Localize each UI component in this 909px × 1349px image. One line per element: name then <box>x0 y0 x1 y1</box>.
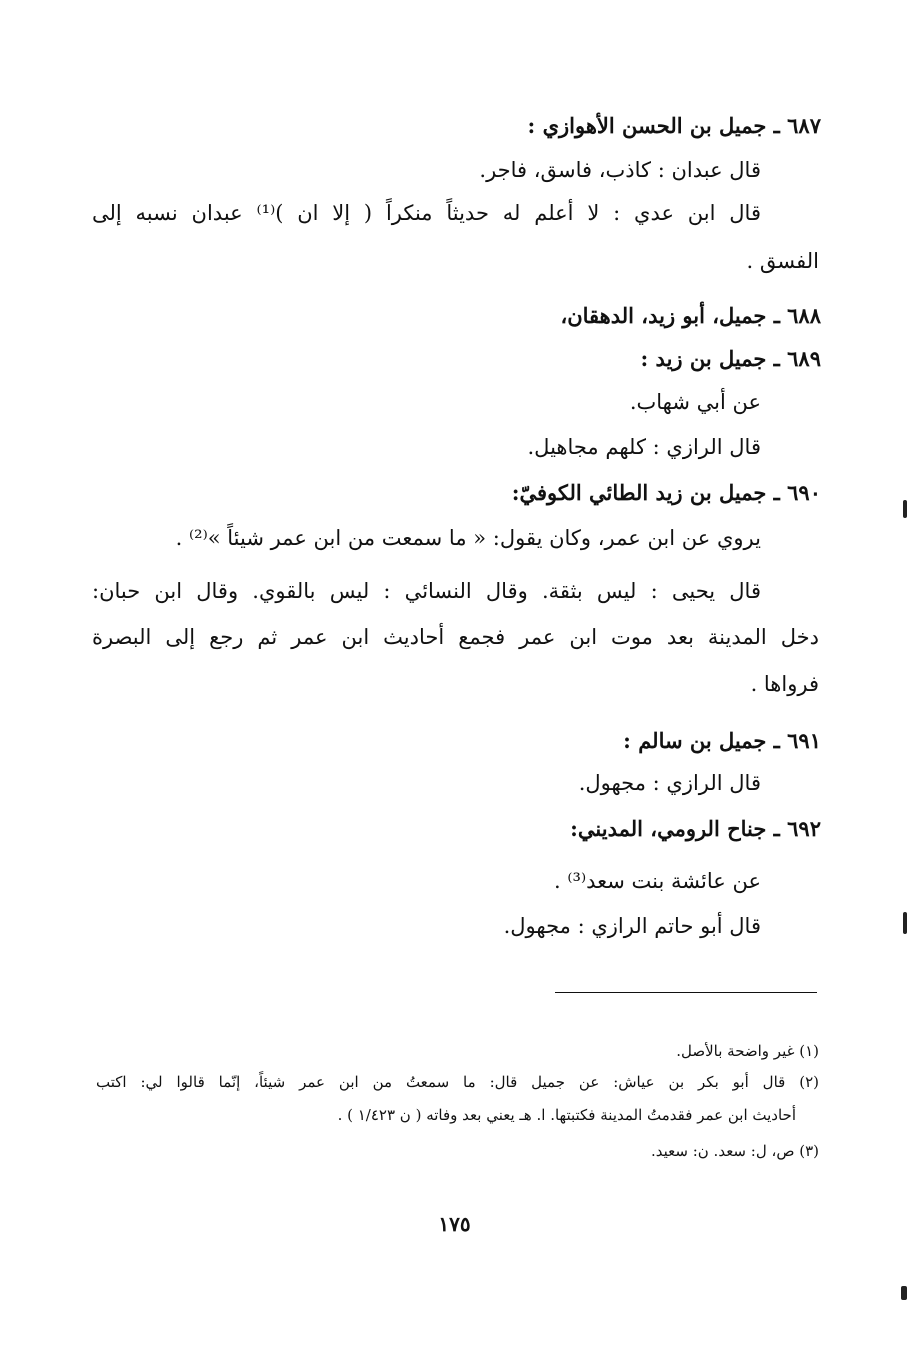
footnote-3: (٣) ص، ل: سعد. ن: سعيد. <box>650 1142 819 1160</box>
entry-heading-688: ٦٨٨ ـ جميل، أبو زيد، الدهقان، <box>560 303 821 328</box>
entry-690-line-3: دخل المدينة بعد موت ابن عمر فجمع أحاديث ابن عمر ثم رجع إلى البصرة <box>92 625 819 649</box>
entry-heading-689: ٦٨٩ ـ جميل بن زيد : <box>640 346 821 371</box>
entry-heading-692: ٦٩٢ ـ جناح الرومي، المديني: <box>570 816 821 841</box>
entry-690-line-2: قال يحيى : ليس بثقة. وقال النسائي : ليس بالقوي. وقال ابن حبان: <box>92 579 761 603</box>
footnote-separator <box>555 992 817 993</box>
entry-687-line-3: الفسق . <box>746 249 819 273</box>
footnote-2-line-1: (٢) قال أبو بكر بن عياش: عن جميل قال: ما سمعتُ من ابن عمر شيئاً، إنّما قالوا لي: اكتب <box>96 1073 819 1091</box>
entry-691-line-1: قال الرازي : مجهول. <box>578 771 761 795</box>
scan-mark-top <box>903 500 907 518</box>
scan-mark-middle <box>903 912 907 934</box>
entry-heading-691: ٦٩١ ـ جميل بن سالم : <box>623 728 821 753</box>
entry-692-line-2: قال أبو حاتم الرازي : مجهول. <box>503 914 761 938</box>
entry-690-line-1: يروي عن ابن عمر، وكان يقول: « ما سمعت من ابن عمر شيئاً »⁽²⁾ . <box>175 526 761 550</box>
entry-heading-687: ٦٨٧ ـ جميل بن الحسن الأهوازي : <box>527 113 821 138</box>
scan-mark-bottom <box>901 1286 907 1300</box>
entry-689-line-2: قال الرازي : كلهم مجاهيل. <box>527 435 761 459</box>
footnote-1: (١) غير واضحة بالأصل. <box>676 1042 819 1060</box>
page-number: ١٧٥ <box>438 1212 471 1236</box>
entry-690-line-4: فرواها . <box>750 672 819 696</box>
entry-687-line-1: قال عبدان : كاذب، فاسق، فاجر. <box>479 158 761 182</box>
entry-689-line-1: عن أبي شهاب. <box>629 390 761 414</box>
entry-692-line-1: عن عائشة بنت سعد⁽³⁾ . <box>554 869 761 893</box>
footnote-2-line-2: أحاديث ابن عمر فقدمتُ المدينة فكتبتها. ا. هـ يعني بعد وفاته ( ن ١/٤٢٣ ) . <box>337 1106 796 1124</box>
entry-687-line-2: قال ابن عدي : لا أعلم له حديثاً منكراً ( إلا ان )⁽¹⁾ عبدان نسبه إلى <box>92 201 761 225</box>
entry-heading-690: ٦٩٠ ـ جميل بن زيد الطائي الكوفيّ: <box>511 480 821 505</box>
